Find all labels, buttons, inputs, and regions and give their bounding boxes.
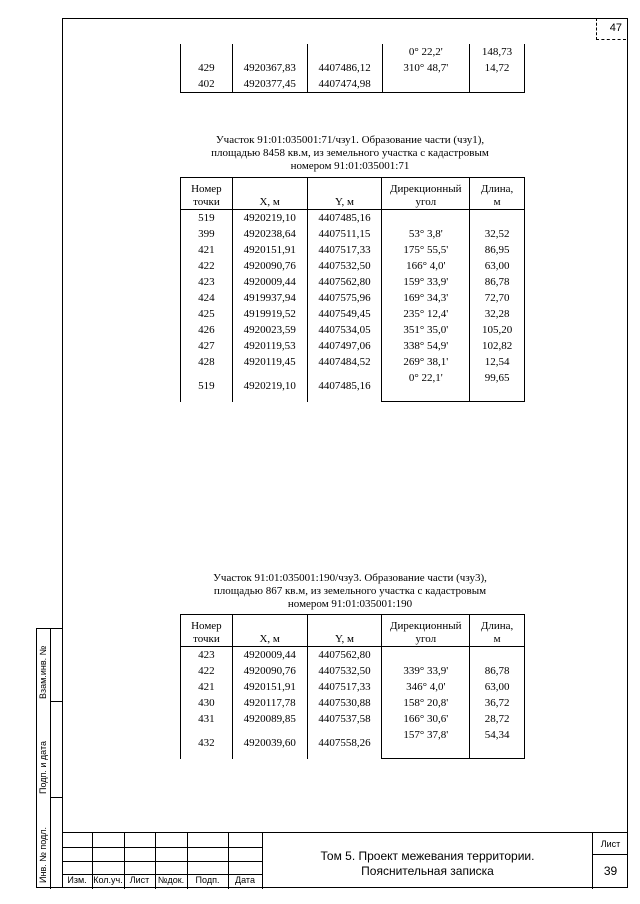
point-number: 402 xyxy=(181,76,233,93)
sheet-box xyxy=(592,833,628,889)
point-y: 4407511,15 xyxy=(307,226,382,242)
header-point: Номер точки xyxy=(181,178,233,210)
segment-length: 14,72 xyxy=(470,60,525,76)
direction-angle: 166° 4,0' xyxy=(382,258,470,274)
direction-angle xyxy=(382,76,470,93)
point-y: 4407537,58 xyxy=(307,711,382,727)
point-x: 4920151,91 xyxy=(232,679,307,695)
segment-length: 105,20 xyxy=(470,322,525,338)
segment-length xyxy=(470,76,525,93)
point-y: 4407575,96 xyxy=(307,290,382,306)
caption-line: номером 91:01:035001:190 xyxy=(287,598,413,610)
side-label-signature: Подп. и дата xyxy=(38,740,48,794)
side-label-inventory: Инв. № подл. xyxy=(38,826,48,883)
segment-length xyxy=(470,743,525,759)
point-y: 4407497,06 xyxy=(307,338,382,354)
segment-length: 36,72 xyxy=(470,695,525,711)
side-stamp xyxy=(36,628,62,888)
point-number: 519 xyxy=(181,210,233,227)
point-y: 4407484,52 xyxy=(307,354,382,370)
point-number: 432 xyxy=(181,727,233,759)
direction-angle: 351° 35,0' xyxy=(382,322,470,338)
header-direction: Дирекционный угол xyxy=(382,178,470,210)
stamp-col-change: Изм. xyxy=(67,875,87,885)
caption-line: Участок 91:01:035001:71/чзу1. Образование части (чзу1), xyxy=(215,134,485,146)
direction-angle xyxy=(382,647,470,663)
caption-line: номером 91:01:035001:71 xyxy=(290,160,410,172)
segment-length: 32,28 xyxy=(470,306,525,322)
caption-line: площадью 8458 кв.м, из земельного участка с кадастровым xyxy=(211,147,489,159)
point-number: 519 xyxy=(181,370,233,402)
side-label-replace: Взам.инв. № xyxy=(38,645,48,699)
direction-angle: 346° 4,0' xyxy=(382,679,470,695)
segment-length xyxy=(470,647,525,663)
point-number: 399 xyxy=(181,226,233,242)
segment-length: 72,70 xyxy=(470,290,525,306)
direction-angle: 0° 22,2' xyxy=(382,44,470,60)
direction-angle: 166° 30,6' xyxy=(382,711,470,727)
point-number: 428 xyxy=(181,354,233,370)
segment-length: 86,78 xyxy=(470,274,525,290)
point-y: 4407562,80 xyxy=(307,274,382,290)
point-y: 4407517,33 xyxy=(307,679,382,695)
point-y: 4407485,16 xyxy=(307,370,382,402)
point-x xyxy=(232,44,307,60)
segment-length: 148,73 xyxy=(470,44,525,60)
header-y: Y, м xyxy=(307,178,382,210)
title-line: Том 5. Проект межевания территории. xyxy=(320,849,535,863)
header-point: Номер точки xyxy=(181,615,233,647)
point-y: 4407532,50 xyxy=(307,663,382,679)
caption-line: Участок 91:01:035001:190/чзу3. Образование части (чзу3), xyxy=(213,572,487,584)
point-number: 430 xyxy=(181,695,233,711)
direction-angle: 339° 33,9' xyxy=(382,663,470,679)
point-number: 421 xyxy=(181,679,233,695)
point-number: 422 xyxy=(181,258,233,274)
point-number: 422 xyxy=(181,663,233,679)
point-x: 4920119,45 xyxy=(232,354,307,370)
section2-caption xyxy=(160,572,540,611)
header-direction: Дирекционный угол xyxy=(382,615,470,647)
point-x: 4920009,44 xyxy=(232,647,307,664)
point-y: 4407532,50 xyxy=(307,258,382,274)
point-x: 4920090,76 xyxy=(232,663,307,679)
stamp-col-sheet: Лист xyxy=(129,875,150,885)
point-y: 4407549,45 xyxy=(307,306,382,322)
stamp-col-doc: №док. xyxy=(157,875,185,885)
point-x: 4920367,83 xyxy=(232,60,307,76)
point-x: 4920089,85 xyxy=(232,711,307,727)
point-x: 4920219,10 xyxy=(232,210,307,227)
direction-angle: 310° 48,7' xyxy=(382,60,470,76)
title-line: Пояснительная записка xyxy=(361,864,494,878)
coordinates-table-2 xyxy=(180,614,525,759)
direction-angle: 0° 22,1' xyxy=(382,370,470,386)
header-x: X, м xyxy=(232,178,307,210)
direction-angle: 169° 34,3' xyxy=(382,290,470,306)
point-number xyxy=(181,44,233,60)
point-x: 4920039,60 xyxy=(232,727,307,759)
segment-length: 99,65 xyxy=(470,370,525,386)
continuation-table xyxy=(180,44,525,93)
coordinates-table-1 xyxy=(180,177,525,402)
header-y: Y, м xyxy=(307,615,382,647)
caption-line: площадью 867 кв.м, из земельного участка с кадастровым xyxy=(213,585,487,597)
direction-angle xyxy=(382,743,470,759)
direction-angle: 158° 20,8' xyxy=(382,695,470,711)
point-x: 4919919,52 xyxy=(232,306,307,322)
title-block xyxy=(62,832,628,888)
point-number: 427 xyxy=(181,338,233,354)
point-number: 431 xyxy=(181,711,233,727)
point-y: 4407562,80 xyxy=(307,647,382,664)
segment-length: 54,34 xyxy=(470,727,525,743)
point-y: 4407534,05 xyxy=(307,322,382,338)
segment-length: 86,95 xyxy=(470,242,525,258)
direction-angle xyxy=(382,386,470,402)
point-y: 4407486,12 xyxy=(307,60,382,76)
point-number: 423 xyxy=(181,647,233,664)
point-x: 4920151,91 xyxy=(232,242,307,258)
point-y: 4407530,88 xyxy=(307,695,382,711)
sheet-label: Лист xyxy=(593,833,628,855)
section1-caption xyxy=(160,134,540,173)
direction-angle: 338° 54,9' xyxy=(382,338,470,354)
page-number: 47 xyxy=(596,18,626,40)
segment-length xyxy=(470,386,525,402)
segment-length: 63,00 xyxy=(470,258,525,274)
stamp-col-signature: Подп. xyxy=(195,875,220,885)
point-x: 4920219,10 xyxy=(232,370,307,402)
segment-length: 102,82 xyxy=(470,338,525,354)
revision-grid xyxy=(62,833,262,889)
direction-angle: 235° 12,4' xyxy=(382,306,470,322)
point-y: 4407558,26 xyxy=(307,727,382,759)
point-x: 4920009,44 xyxy=(232,274,307,290)
segment-length: 32,52 xyxy=(470,226,525,242)
point-x: 4920377,45 xyxy=(232,76,307,93)
table-row xyxy=(181,647,525,663)
point-y: 4407485,16 xyxy=(307,210,382,227)
header-length: Длина, м xyxy=(470,615,525,647)
segment-length xyxy=(470,210,525,226)
point-number: 423 xyxy=(181,274,233,290)
segment-length: 63,00 xyxy=(470,679,525,695)
point-number: 424 xyxy=(181,290,233,306)
header-x: X, м xyxy=(232,615,307,647)
point-x: 4920090,76 xyxy=(232,258,307,274)
table-row xyxy=(181,210,525,226)
segment-length: 86,78 xyxy=(470,663,525,679)
point-x: 4920119,53 xyxy=(232,338,307,354)
direction-angle: 157° 37,8' xyxy=(382,727,470,743)
point-number: 429 xyxy=(181,60,233,76)
point-number: 426 xyxy=(181,322,233,338)
sheet-number: 39 xyxy=(603,864,618,878)
point-y: 4407474,98 xyxy=(307,76,382,93)
direction-angle: 159° 33,9' xyxy=(382,274,470,290)
segment-length: 28,72 xyxy=(470,711,525,727)
segment-length: 12,54 xyxy=(470,354,525,370)
stamp-col-count: Кол.уч. xyxy=(93,875,123,885)
direction-angle: 269° 38,1' xyxy=(382,354,470,370)
direction-angle xyxy=(382,210,470,226)
direction-angle: 53° 3,8' xyxy=(382,226,470,242)
direction-angle: 175° 55,5' xyxy=(382,242,470,258)
table-row xyxy=(181,76,525,93)
point-x: 4919937,94 xyxy=(232,290,307,306)
point-x: 4920117,78 xyxy=(232,695,307,711)
point-y xyxy=(307,44,382,60)
point-x: 4920238,64 xyxy=(232,226,307,242)
point-number: 425 xyxy=(181,306,233,322)
header-length: Длина, м xyxy=(470,178,525,210)
point-y: 4407517,33 xyxy=(307,242,382,258)
stamp-col-date: Дата xyxy=(235,875,255,885)
document-title xyxy=(262,833,592,889)
point-number: 421 xyxy=(181,242,233,258)
point-x: 4920023,59 xyxy=(232,322,307,338)
